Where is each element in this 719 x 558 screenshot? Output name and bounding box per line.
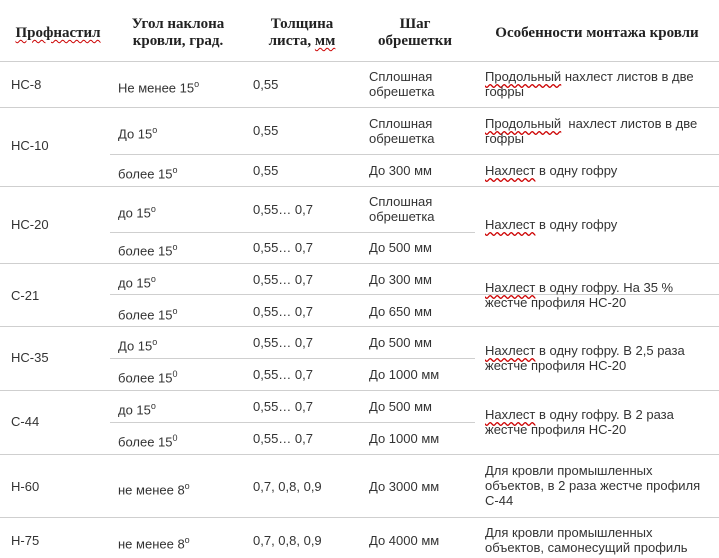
row-hs10-name: НС-10 bbox=[11, 138, 49, 153]
row-c44-step-1: До 500 мм bbox=[369, 399, 432, 414]
row-divider bbox=[0, 390, 719, 391]
row-hs20-thickness-1: 0,55… 0,7 bbox=[253, 202, 313, 217]
row-hs20-name: НС-20 bbox=[11, 217, 49, 232]
row-h75-step: До 4000 мм bbox=[369, 533, 440, 548]
row-hs20-note: Нахлест в одну гофру bbox=[485, 217, 618, 232]
row-hs10-step-2: До 300 мм bbox=[369, 163, 432, 178]
row-hs10-angle-2: более $15^о$ bbox=[118, 165, 178, 182]
row-divider bbox=[0, 61, 719, 62]
row-c21-note: Нахлест в одну гофру. На 35 % жестче профиля НС-20 bbox=[485, 280, 674, 310]
row-hs10-angle-1: До $15^о$ bbox=[118, 125, 158, 142]
row-hs8-thickness: 0,55 bbox=[253, 77, 279, 92]
row-divider bbox=[0, 326, 719, 327]
row-h60-thickness: 0,7, 0,8, 0,9 bbox=[253, 479, 322, 494]
row-hs20-angle-1: до $15^о$ bbox=[118, 204, 156, 221]
row-c44-step-2: До 1000 мм bbox=[369, 431, 440, 446]
row-c44-name: С-44 bbox=[11, 414, 40, 429]
row-hs20-thickness-2: 0,55… 0,7 bbox=[253, 240, 313, 255]
row-h75-note: Для кровли промышленных объектов, самонесущий профиль bbox=[485, 525, 688, 555]
row-h60-name: Н-60 bbox=[11, 479, 40, 494]
row-divider bbox=[0, 517, 719, 518]
row-hs20-angle-2: более $15^о$ bbox=[118, 242, 178, 259]
row-c44-thickness-2: 0,55… 0,7 bbox=[253, 431, 313, 446]
row-h75-thickness: 0,7, 0,8, 0,9 bbox=[253, 533, 322, 548]
header-thickness: Толщина листа, мм bbox=[268, 16, 336, 49]
row-c21-step-1: До 300 мм bbox=[369, 272, 432, 287]
row-h60-note: Для кровли промышленных объектов, в 2 раза жестче профиля С-44 bbox=[485, 463, 701, 508]
row-c44-note: Нахлест в одну гофру. В 2 раза жестче профиля НС-20 bbox=[485, 407, 674, 437]
row-c21-angle-1: до $15^о$ bbox=[118, 274, 156, 291]
row-hs35-angle-1: До $15^о$ bbox=[118, 337, 158, 354]
row-c44-angle-2: более $15^0$ bbox=[118, 433, 178, 450]
row-h60-step: До 3000 мм bbox=[369, 479, 440, 494]
header-notes: Особенности монтажа кровли bbox=[495, 25, 699, 41]
row-hs20-step-1: Сплошная обрешетка bbox=[369, 194, 435, 224]
row-hs8-name: НС-8 bbox=[11, 77, 42, 92]
row-hs35-thickness-1: 0,55… 0,7 bbox=[253, 335, 313, 350]
row-hs35-name: НС-35 bbox=[11, 350, 49, 365]
row-divider bbox=[0, 263, 719, 264]
table-header bbox=[0, 0, 719, 62]
row-c21-name: С-21 bbox=[11, 288, 40, 303]
row-c44-thickness-1: 0,55… 0,7 bbox=[253, 399, 313, 414]
row-c21-step-2: До 650 мм bbox=[369, 304, 432, 319]
row-c44-angle-1: до $15^о$ bbox=[118, 401, 156, 418]
row-h75-name: Н-75 bbox=[11, 533, 40, 548]
header-profnastil: Профнастил bbox=[15, 25, 101, 41]
row-divider bbox=[110, 232, 475, 233]
row-hs35-step-2: До 1000 мм bbox=[369, 367, 440, 382]
row-hs35-step-1: До 500 мм bbox=[369, 335, 432, 350]
row-hs10-thickness-2: 0,55 bbox=[253, 163, 279, 178]
row-hs10-step-1: Сплошная обрешетка bbox=[369, 116, 435, 146]
row-divider bbox=[110, 422, 475, 423]
row-c21-thickness-2: 0,55… 0,7 bbox=[253, 304, 313, 319]
row-hs35-note: Нахлест в одну гофру. В 2,5 раза жестче профиля НС-20 bbox=[485, 343, 685, 373]
row-hs10-thickness-1: 0,55 bbox=[253, 123, 279, 138]
header-angle: Угол наклона кровли, град. bbox=[131, 16, 225, 49]
row-c21-angle-2: более $15^о$ bbox=[118, 306, 178, 323]
row-hs35-thickness-2: 0,55… 0,7 bbox=[253, 367, 313, 382]
row-hs8-angle: Не менее $15^о$ bbox=[118, 79, 200, 96]
row-c21-thickness-1: 0,55… 0,7 bbox=[253, 272, 313, 287]
row-h60-angle: не менее $8^о$ bbox=[118, 481, 190, 498]
row-h75-angle: не менее $8^о$ bbox=[118, 535, 190, 552]
row-divider bbox=[0, 454, 719, 455]
row-hs10-note-2: Нахлест в одну гофру bbox=[485, 163, 618, 178]
row-hs20-step-2: До 500 мм bbox=[369, 240, 432, 255]
row-divider bbox=[0, 186, 719, 187]
row-hs8-note: Продольный нахлест листов в две гофры bbox=[485, 69, 694, 99]
row-divider bbox=[0, 107, 719, 108]
row-hs8-step: Сплошная обрешетка bbox=[369, 69, 435, 99]
row-hs10-note-1: Продольный нахлест листов в две гофры bbox=[485, 116, 698, 146]
row-hs35-angle-2: более $15^0$ bbox=[118, 369, 178, 386]
row-divider bbox=[110, 154, 719, 155]
header-step: Шаг обрешетки bbox=[378, 16, 452, 49]
row-divider bbox=[110, 358, 475, 359]
